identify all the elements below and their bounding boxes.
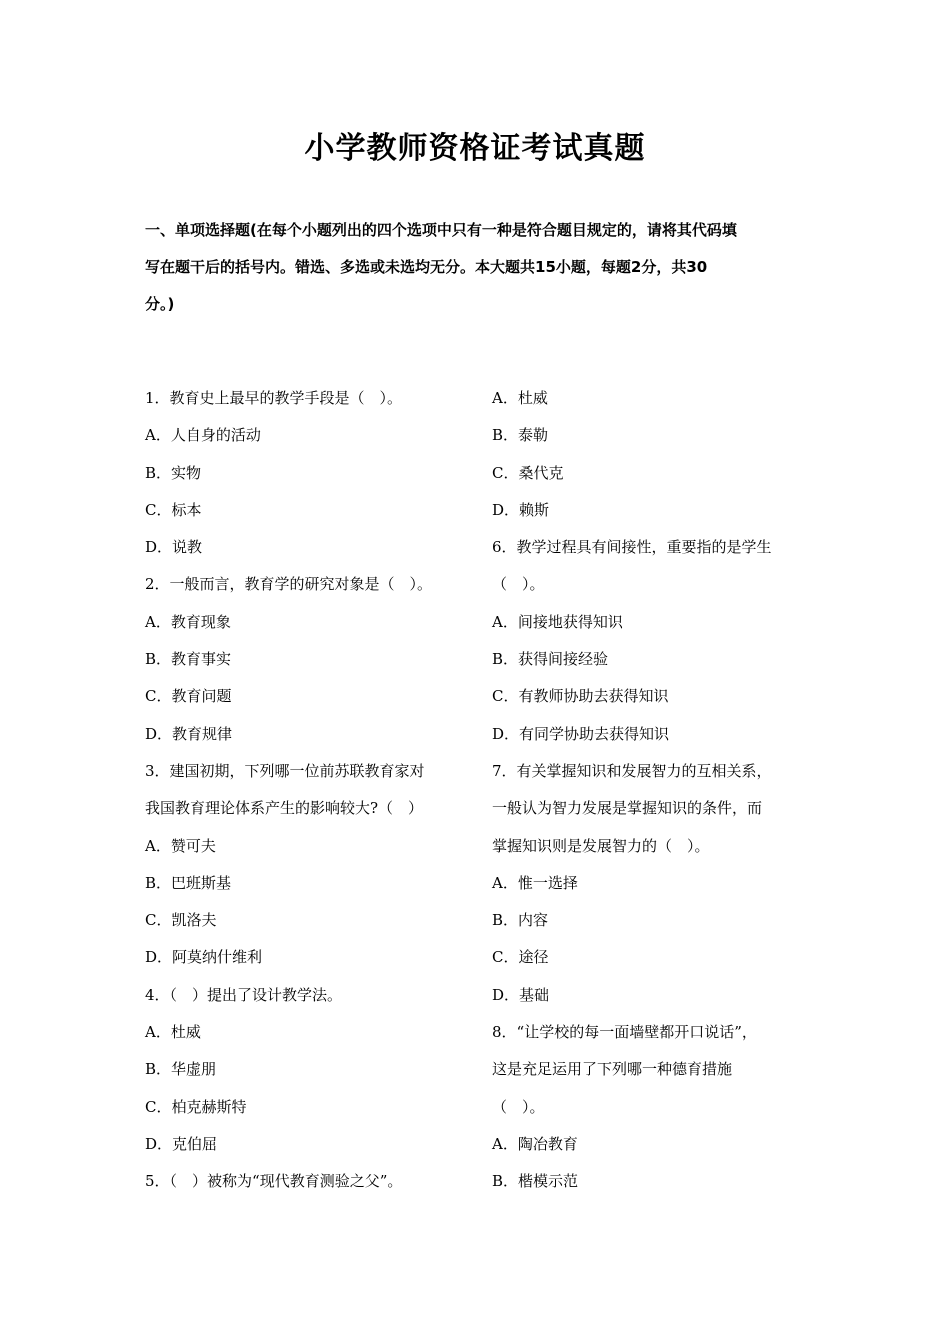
question-line: C．有教师协助去获得知识 bbox=[492, 687, 669, 706]
question-line: D．阿莫纳什维利 bbox=[145, 948, 263, 967]
question-line: C．途径 bbox=[492, 948, 549, 967]
question-line: 1．教育史上最早的教学手段是（ ）。 bbox=[145, 389, 403, 407]
question-line: B．华虚朋 bbox=[145, 1060, 217, 1079]
question-line: C．柏克赫斯特 bbox=[145, 1097, 247, 1116]
question-line: A．陶冶教育 bbox=[492, 1134, 578, 1153]
instructions-line: 分。) bbox=[145, 295, 175, 313]
question-line: B．楷模示范 bbox=[492, 1172, 579, 1191]
right-question-column bbox=[492, 380, 822, 1201]
question-line: A．赞可夫 bbox=[145, 836, 216, 855]
question-line: C．凯洛夫 bbox=[145, 911, 217, 930]
question-line: 4．（ ）提出了设计教学法。 bbox=[145, 985, 343, 1004]
question-line: A．杜威 bbox=[492, 389, 548, 407]
section-instructions bbox=[145, 212, 815, 323]
question-line: B．获得间接经验 bbox=[492, 650, 609, 669]
question-line: D．克伯屈 bbox=[145, 1134, 218, 1153]
question-line: D．教育规律 bbox=[145, 724, 233, 743]
question-line: A．人自身的活动 bbox=[145, 426, 261, 445]
question-line: 3．建国初期，下列哪一位前苏联教育家对 bbox=[145, 761, 425, 780]
question-line: D．赖斯 bbox=[492, 500, 550, 519]
question-line: B．内容 bbox=[492, 911, 549, 930]
question-line: B．泰勒 bbox=[492, 426, 549, 445]
question-line: 掌握知识则是发展智力的（ ）。 bbox=[492, 836, 710, 855]
page-title: 小学教师资格证考试真题 bbox=[304, 131, 646, 166]
instructions-line: 一、单项选择题(在每个小题列出的四个选项中只有一种是符合题目规定的，请将其代码填 bbox=[145, 221, 737, 239]
question-line: A．间接地获得知识 bbox=[492, 612, 623, 631]
question-line: B．巴班斯基 bbox=[145, 873, 232, 892]
question-line: A．教育现象 bbox=[145, 612, 231, 631]
question-line: 2．一般而言，教育学的研究对象是（ ）。 bbox=[145, 575, 433, 594]
question-line: B．实物 bbox=[145, 463, 202, 482]
question-line: （ ）。 bbox=[492, 1097, 545, 1116]
question-line: （ ）。 bbox=[492, 575, 545, 594]
question-line: 我国教育理论体系产生的影响较大?（ ） bbox=[145, 799, 424, 818]
question-line: B．教育事实 bbox=[145, 650, 232, 669]
left-question-column bbox=[145, 380, 475, 1201]
question-line: 一般认为智力发展是掌握知识的条件，而 bbox=[492, 799, 763, 818]
question-line: 8．“让学校的每一面墙壁都开口说话”， bbox=[492, 1023, 757, 1042]
question-line: C．标本 bbox=[145, 500, 202, 519]
question-line: 5．（ ）被称为“现代教育测验之父”。 bbox=[145, 1172, 403, 1191]
question-line: C．教育问题 bbox=[145, 687, 232, 706]
question-line: 6．教学过程具有间接性，重要指的是学生 bbox=[492, 538, 772, 557]
question-line: D．基础 bbox=[492, 985, 550, 1004]
instructions-line: 写在题干后的括号内。错选、多选或未选均无分。本大题共15小题，每题2分，共30 bbox=[145, 258, 708, 276]
question-line: D．有同学协助去获得知识 bbox=[492, 724, 670, 743]
question-line: A．惟一选择 bbox=[492, 873, 578, 892]
question-line: 这是充足运用了下列哪一种德育措施 bbox=[492, 1060, 733, 1079]
question-line: D．说教 bbox=[145, 538, 203, 557]
question-line: 7．有关掌握知识和发展智力的互相关系， bbox=[492, 761, 772, 780]
question-line: C．桑代克 bbox=[492, 463, 564, 482]
question-line: A．杜威 bbox=[145, 1023, 201, 1042]
